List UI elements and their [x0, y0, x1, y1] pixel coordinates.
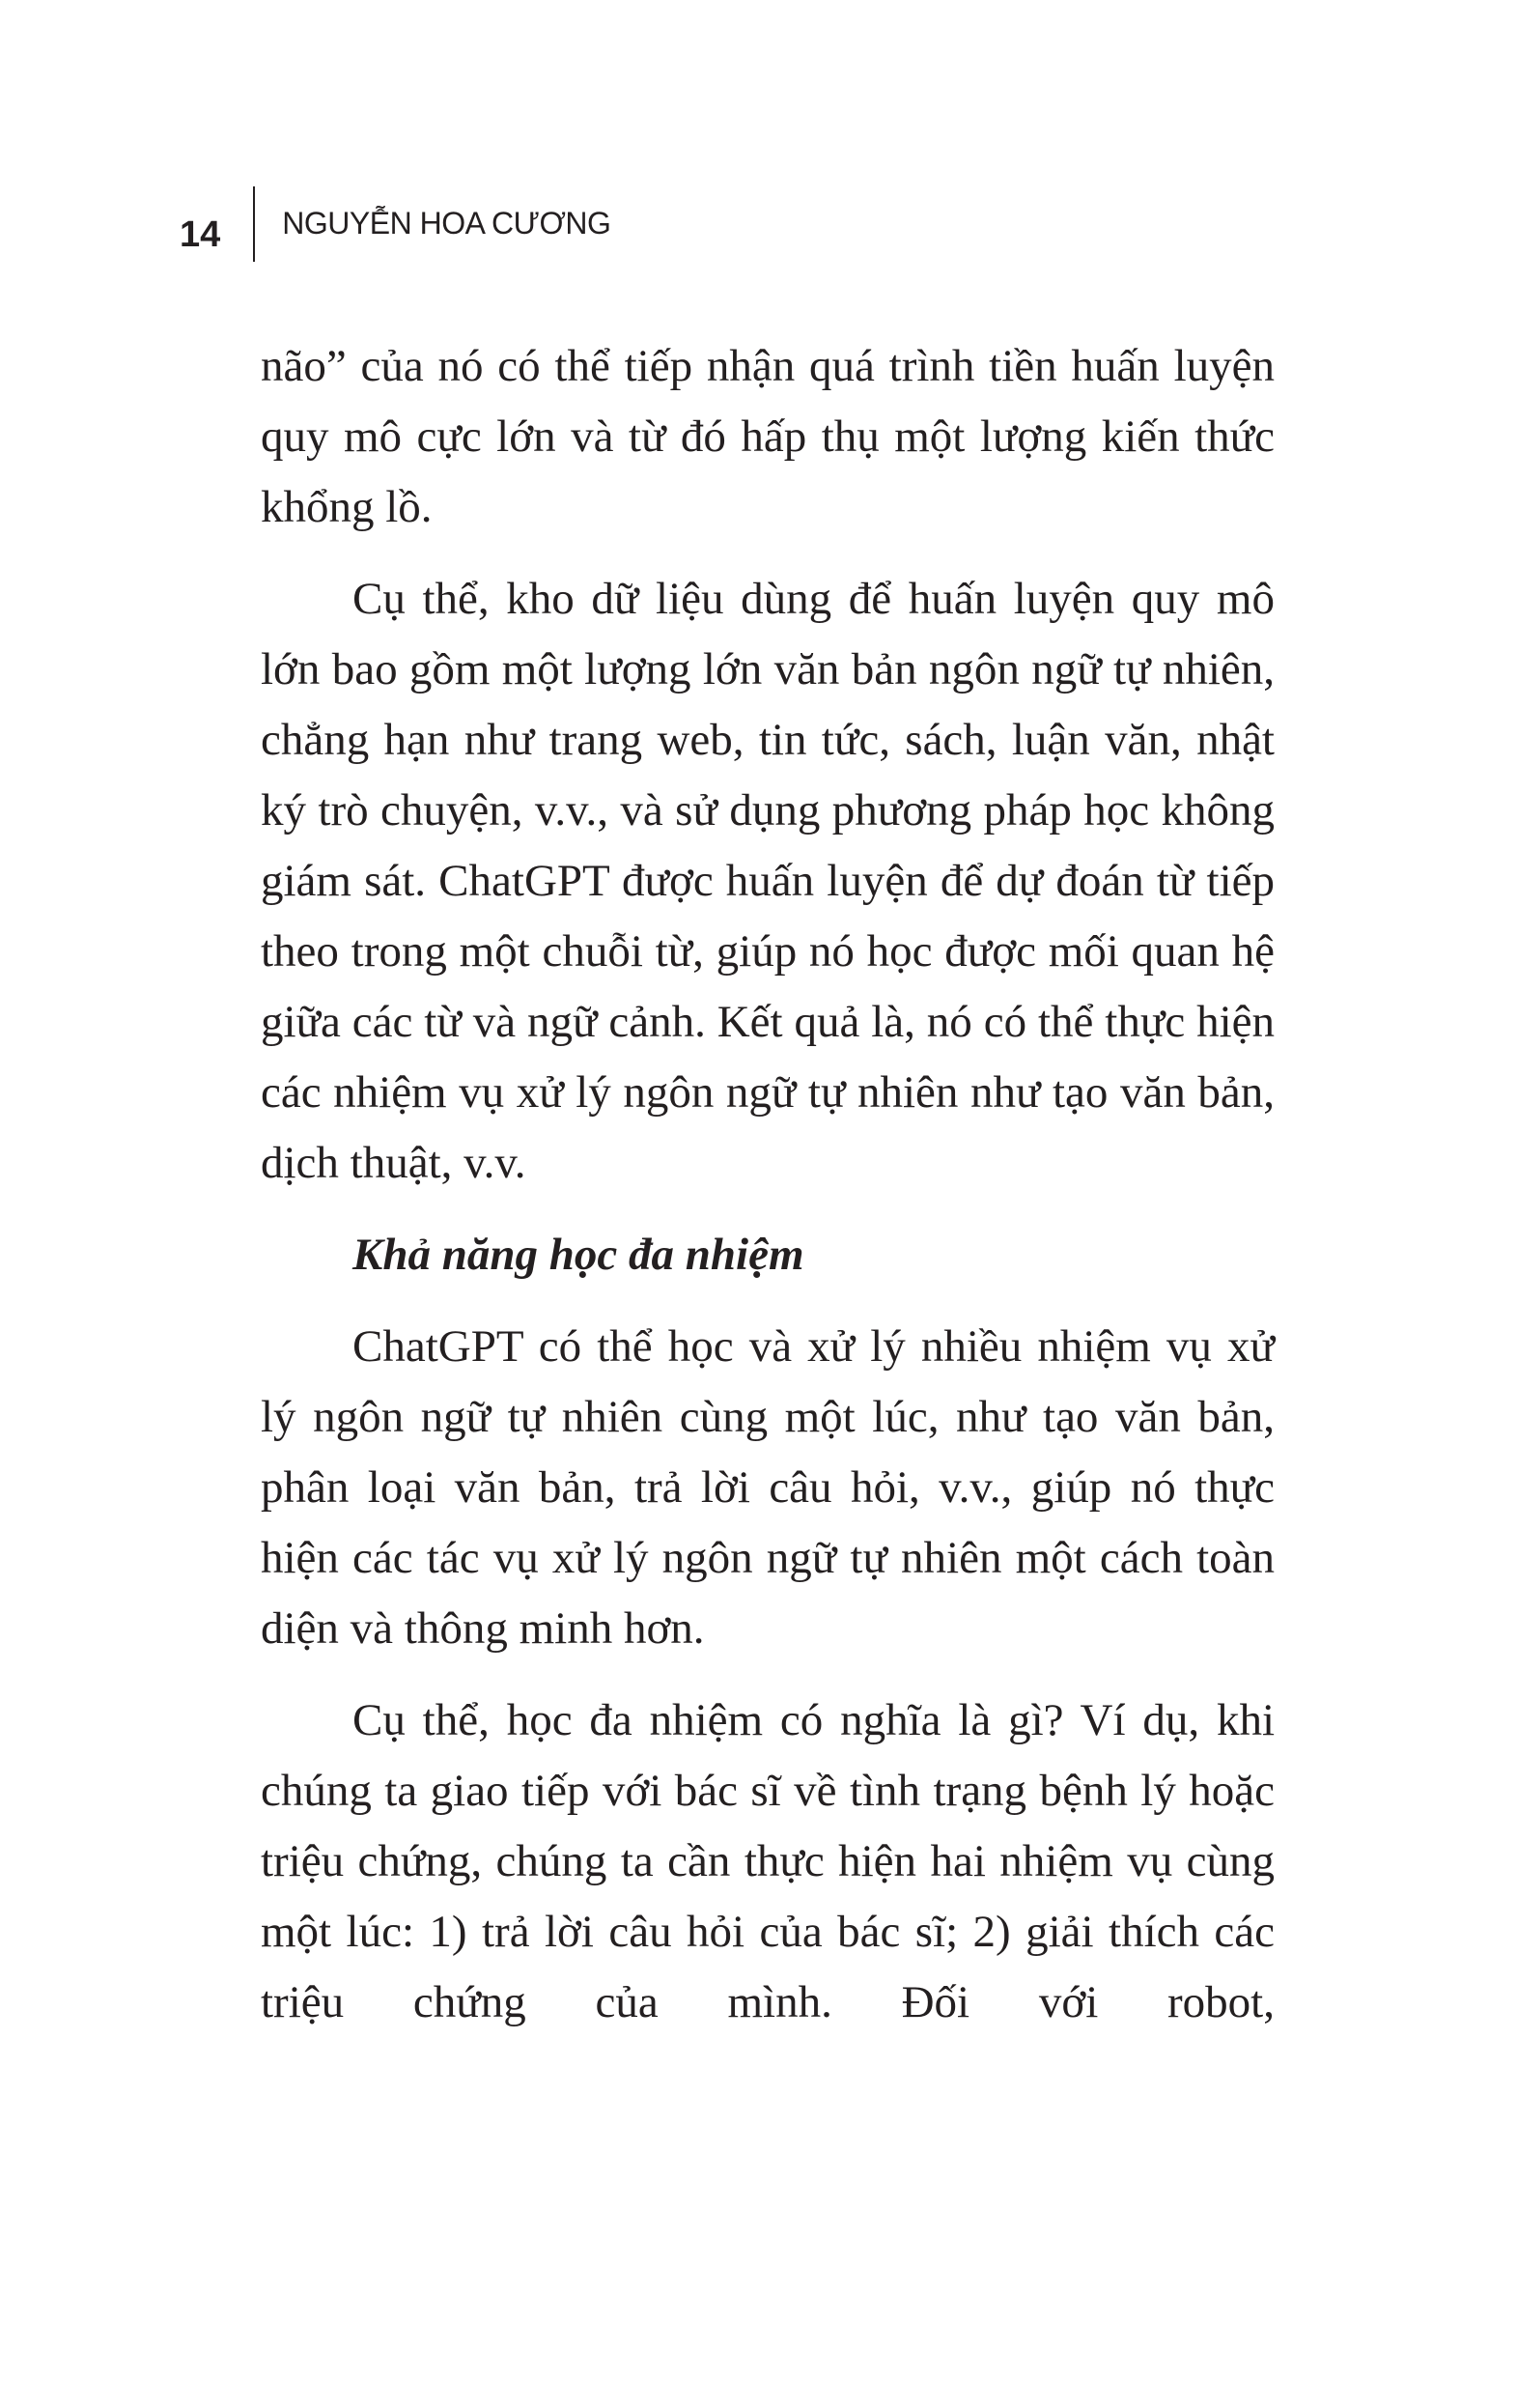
running-header — [180, 185, 610, 263]
header-divider — [253, 186, 255, 262]
paragraph-4: Cụ thể, học đa nhiệm có nghĩa là gì? Ví dụ, khi chúng ta giao tiếp với bác sĩ về tình trạng bệnh lý hoặc triệu chứng, chúng ta cần thực hiện hai nhiệm vụ cùng một lúc: 1) trả lời câu hỏi của bác sĩ; 2) giải thích các triệu chứng của mình. Đối với robot, — [261, 1695, 1275, 2027]
paragraph-3: ChatGPT có thể học và xử lý nhiều nhiệm vụ xử lý ngôn ngữ tự nhiên cùng một lúc, như tạo văn bản, phân loại văn bản, trả lời câu hỏi, v.v., giúp nó thực hiện các tác vụ xử lý ngôn ngữ tự nhiên một cách toàn diện và thông minh hơn. — [261, 1321, 1275, 1654]
paragraph-2: Cụ thể, kho dữ liệu dùng để huấn luyện quy mô lớn bao gồm một lượng lớn văn bản ngôn ngữ tự nhiên, chẳng hạn như trang web, tin tức, sách, luận văn, nhật ký trò chuyện, v.v., và sử dụng phương pháp học không giám sát. ChatGPT được huấn luyện để dự đoán từ tiếp theo trong một chuỗi từ, giúp nó học được mối quan hệ giữa các từ và ngữ cảnh. Kết quả là, nó có thể thực hiện các nhiệm vụ xử lý ngôn ngữ tự nhiên như tạo văn bản, dịch thuật, v.v. — [261, 574, 1275, 1188]
page-number: 14 — [180, 214, 221, 255]
paragraph-1: não” của nó có thể tiếp nhận quá trình tiền huấn luyện quy mô cực lớn và từ đó hấp thụ một lượng kiến thức khổng lồ. — [261, 341, 1275, 532]
section-subheading: Khả năng học đa nhiệm — [352, 1230, 804, 1280]
author-name: NGUYỄN HOA CƯƠNG — [282, 206, 611, 241]
body-text — [261, 331, 1275, 2038]
